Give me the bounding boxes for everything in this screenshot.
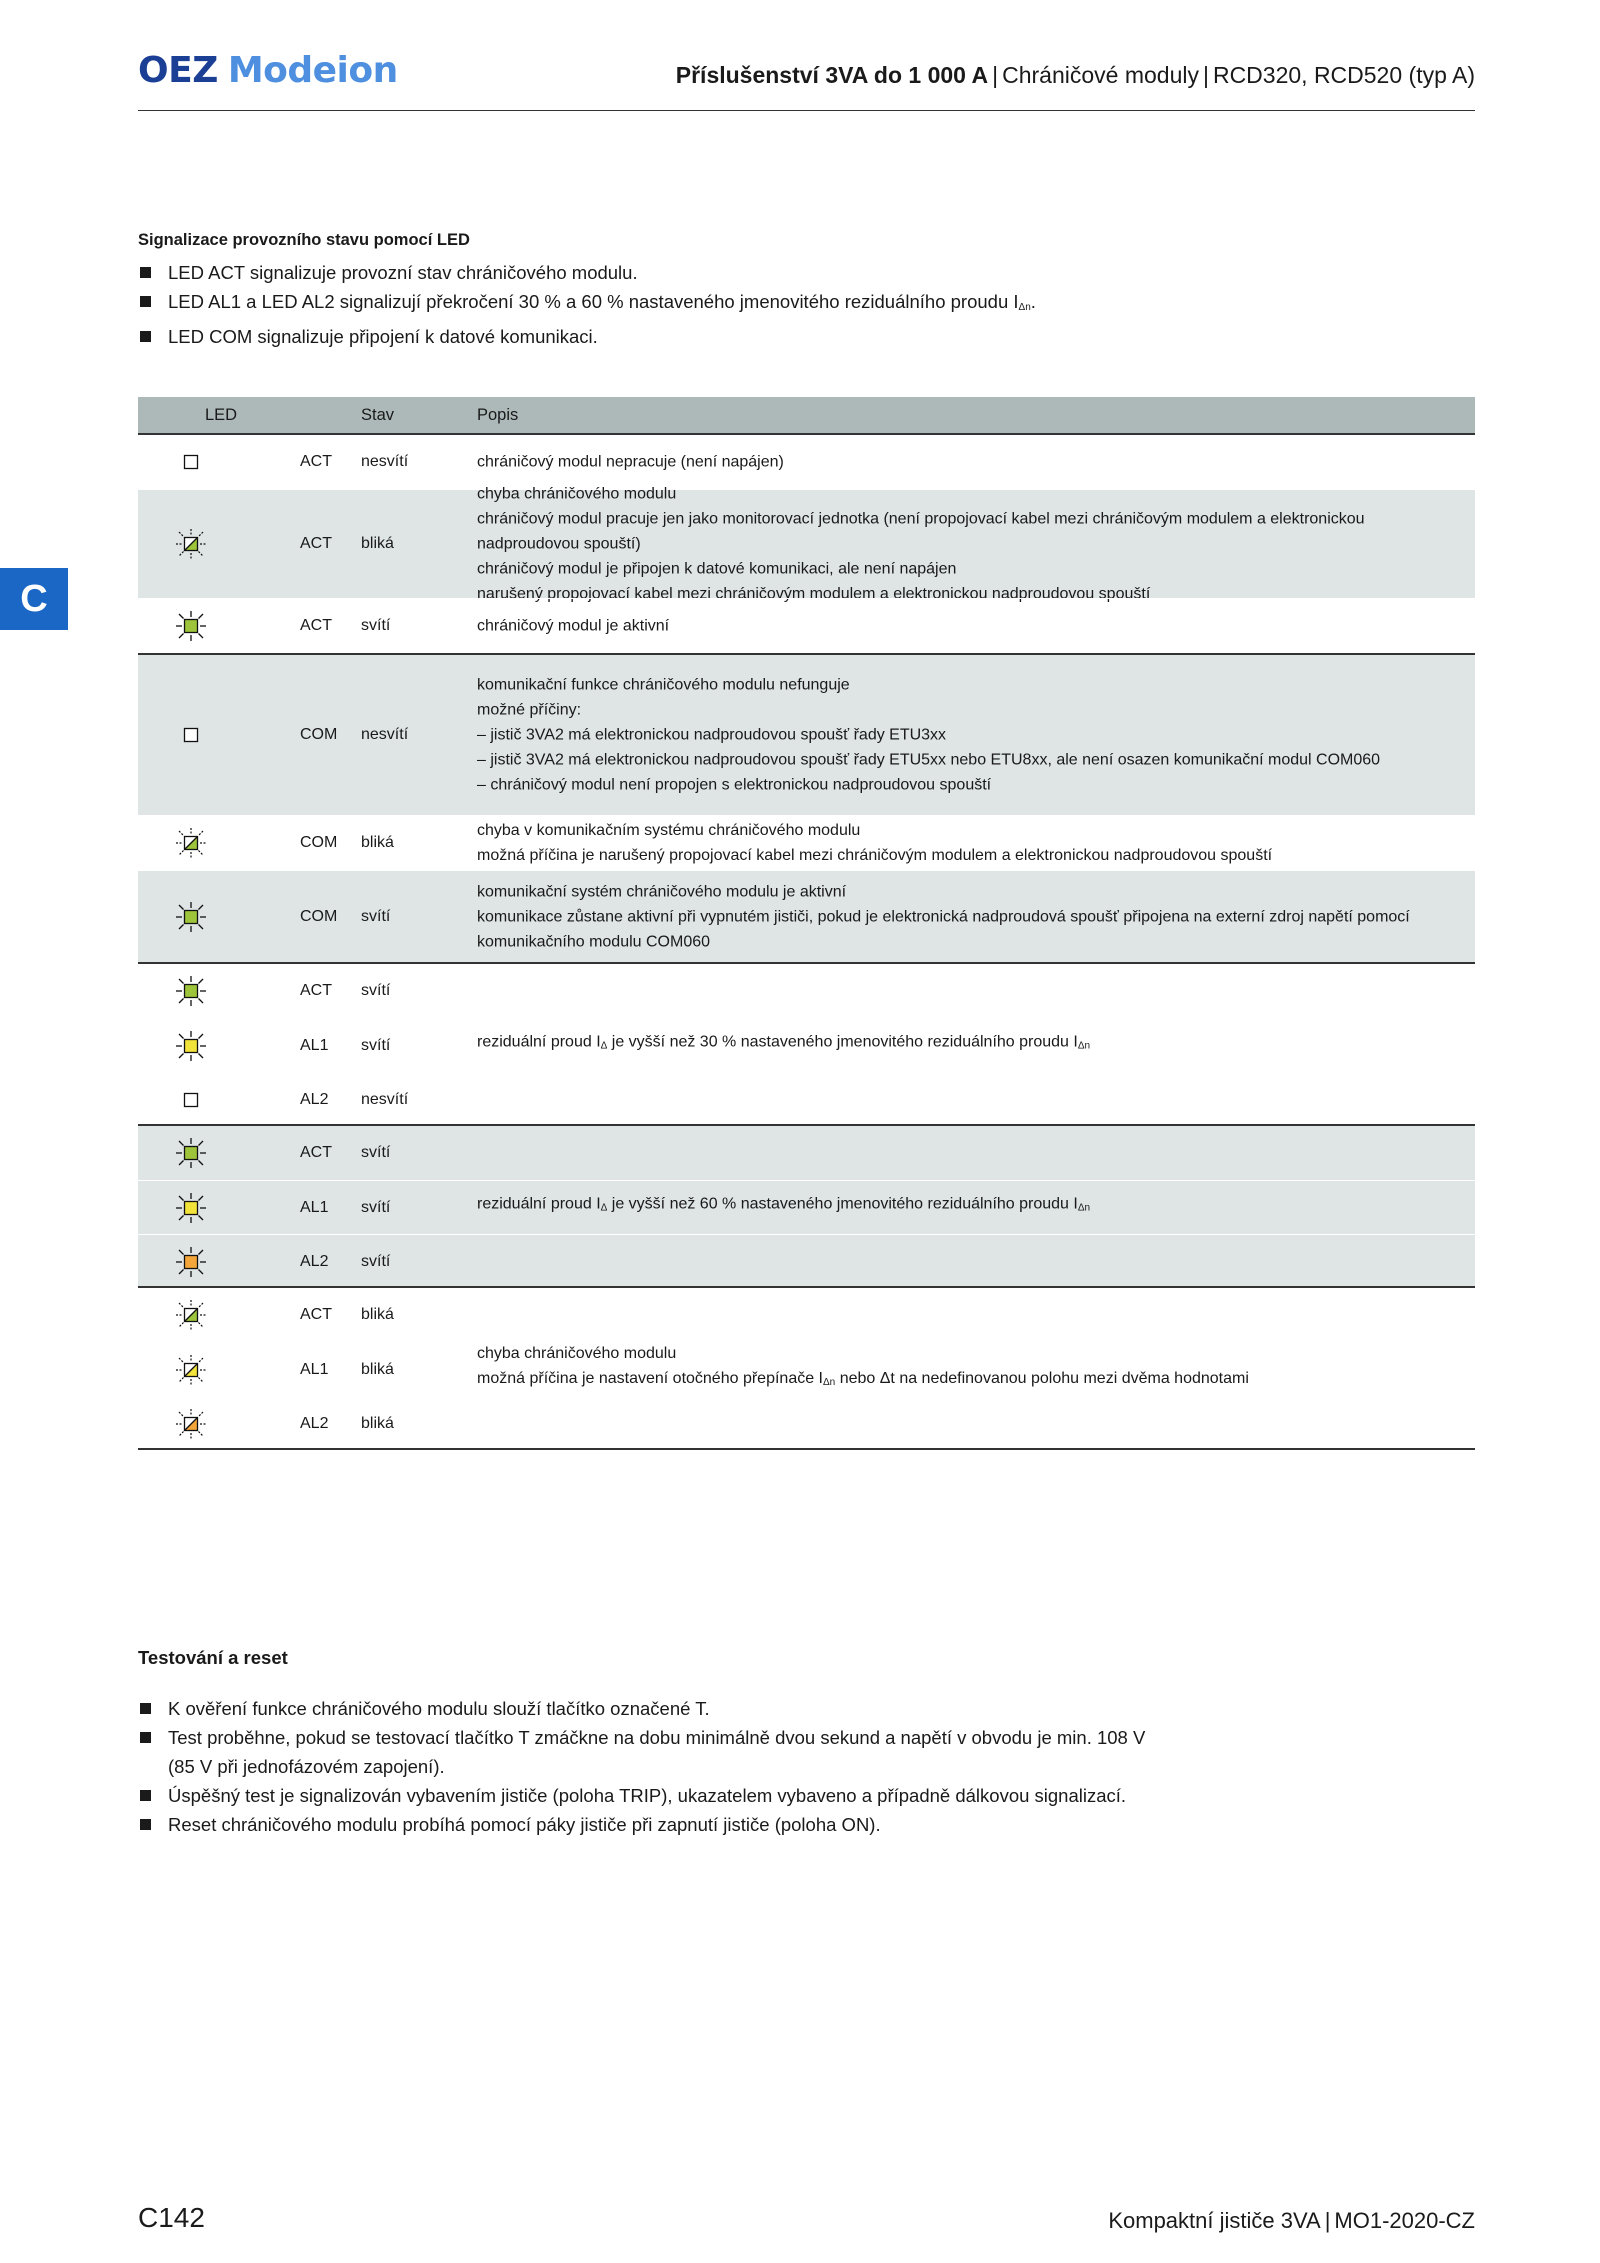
logo-brand: OEZ [138,50,218,91]
led-intro-list [138,258,1036,351]
led-state: svítí [361,1252,391,1270]
led-state: nesvítí [361,726,409,743]
bullet-square-icon [140,267,151,278]
row-description: chráničový modul je aktivní [477,617,670,635]
led-state: bliká [361,834,394,851]
led-name: AL1 [300,1360,329,1378]
led-state: bliká [361,1360,394,1378]
bullet-square-icon [140,296,151,307]
page-number: C142 [138,2202,205,2233]
table-row [138,485,1475,603]
row-description: chyba chráničového modulu možná příčina je nastavení otočného přepínače $I_{\Delta n}$ nebo Δt na nedefinovanou polohu mezi dvěma hodnotami [477,1345,1249,1388]
oez-modeion-logo [138,50,398,91]
led-blinking-green-icon [175,827,207,859]
led-name: COM [300,726,338,743]
list-item: K ověření funkce chráničového modulu slouží tlačítko označené T. [138,1694,1145,1723]
table-row [138,1234,1475,1288]
led-section-heading: Signalizace provozního stavu pomocí LED [138,231,470,249]
led-state: nesvítí [361,453,409,470]
led-name: AL1 [300,1198,329,1216]
bullet-square-icon [140,1790,151,1801]
footer-catalogue-code: MO1-2020-CZ [1334,2208,1475,2233]
module-error-section [138,1288,1475,1450]
led-name: ACT [300,617,332,634]
led-state: svítí [361,1144,391,1161]
testing-list [138,1694,1145,1839]
led-name: COM [300,907,338,925]
act-section [138,435,1475,655]
testing-section-heading: Testování a reset [138,1647,288,1668]
led-state: nesvítí [361,1090,409,1108]
led-state: bliká [361,1306,394,1323]
header-title-main: Příslušenství 3VA do 1 000 A [675,62,989,88]
row-description: chráničový modul nepracuje (není napájen) [477,453,784,471]
led-state: svítí [361,1036,391,1054]
led-name: AL1 [300,1036,329,1054]
column-header-led: LED [205,406,238,424]
led-name: ACT [300,1144,332,1161]
led-state: bliká [361,1414,394,1432]
led-blinking-orange-icon [175,1408,207,1440]
led-blinking-yellow-icon [175,1354,207,1386]
led-on-green-icon [175,610,207,642]
table-row [138,655,1475,815]
page-header-title [676,62,1475,89]
led-off-icon [175,719,207,751]
led-name: AL2 [300,1252,329,1270]
led-on-orange-icon [175,1246,207,1278]
row-description: komunikační funkce chráničového modulu nefunguje možné příčiny: – jistič 3VA2 má elektronickou nadproudovou spoušť řady ETU3xx – jistič 3VA2 má elektronickou nadproudovou spoušť řady ETU5xx nebo ETU8xx, ale není osazen komunikační modul COM060 – chráničový modul není propojen s elektronickou nadproudovou spouští [477,676,1381,794]
led-name: AL2 [300,1414,329,1432]
led-state: svítí [361,617,391,634]
led-off-icon [175,1084,207,1116]
led-state: bliká [361,535,394,552]
led-name: COM [300,834,338,851]
footer-catalogue-title: Kompaktní jističe 3VA [1108,2208,1321,2233]
footer-catalogue-ref [1108,2208,1475,2234]
led-status-table [138,397,1475,1450]
bullet-square-icon [140,1703,151,1714]
list-item: Úspěšný test je signalizován vybavením jističe (poloha TRIP), ukazatelem vybaveno a případně dálkovou signalizací. [138,1781,1145,1810]
row-description: reziduální proud $I_\Delta$ je vyšší než 30 % nastaveného jmenovitého reziduálního proudu $I_{\Delta n}$ [477,1033,1091,1052]
led-on-green-icon [175,975,207,1007]
column-header-stav: Stav [361,406,395,424]
led-off-icon [175,446,207,478]
list-item: Test proběhne, pokud se testovací tlačítko T zmáčkne na dobu minimálně dvou sekund a napětí v obvodu je min. 108 V (85 V při jednofázovém zapojení). [138,1723,1145,1781]
list-item: LED COM signalizuje připojení k datové komunikaci. [138,322,1036,351]
led-on-green-icon [175,1137,207,1169]
led-state: svítí [361,907,391,925]
table-row [138,598,1475,653]
table-row [138,1288,1475,1342]
bullet-square-icon [140,1732,151,1743]
led-name: ACT [300,453,332,470]
row-description: chyba v komunikačním systému chráničového modulu možná příčina je narušený propojovací kabel mezi chráničovým modulem a elektronickou nadproudovou spouští [477,822,1273,864]
com-section [138,655,1475,964]
table-header-row [138,397,1475,435]
row-description: chyba chráničového modulu chráničový modul pracuje jen jako monitorovací jednotka (není propojovací kabel mezi chráničovým modulem a elektronickou nadproudovou spouští) chráničový modul je připojen k datové komunikaci, ale není napájen narušený propojovací kabel mezi chráničovým modulem a elektronickou nadproudovou spouští [477,485,1365,603]
list-item: LED ACT signalizuje provozní stav chráničového modulu. [138,258,1036,287]
led-name: ACT [300,535,332,552]
led-blinking-green-icon [175,1299,207,1331]
header-separator: | [1202,62,1209,88]
table-row [138,1126,1475,1180]
row-description: komunikační systém chráničového modulu je aktivní komunikace zůstane aktivní při vypnutém jističi, pokud je elektronická nadproudová spoušť připojena na externí zdroj napětí pomocí komunikačního modulu COM060 [477,883,1410,950]
row-description: reziduální proud $I_\Delta$ je vyšší než 60 % nastaveného jmenovitého reziduálního proudu $I_{\Delta n}$ [477,1195,1091,1214]
led-state: svítí [361,1198,391,1216]
header-title-models: RCD320, RCD520 (typ A) [1212,62,1475,88]
led-on-yellow-icon [175,1030,207,1062]
residual-60-section [138,1126,1475,1288]
chapter-tab: C [0,568,68,630]
table-row [138,1396,1475,1450]
header-divider [138,110,1475,111]
header-title-section: Chráničové moduly [1002,62,1199,88]
led-on-yellow-icon [175,1192,207,1224]
led-name: ACT [300,982,332,999]
bullet-square-icon [140,331,151,342]
residual-30-section [138,964,1475,1126]
led-name: AL2 [300,1090,329,1108]
list-item: LED AL1 a LED AL2 signalizují překročení 30 % a 60 % nastaveného jmenovitého reziduálního proudu $I_{\Delta n}$. [138,287,1036,322]
table-row [138,815,1475,870]
led-state: svítí [361,982,391,999]
bullet-square-icon [140,1819,151,1830]
header-separator: | [992,62,999,88]
table-row [138,1072,1475,1126]
led-name: ACT [300,1306,332,1323]
column-header-popis: Popis [477,406,519,424]
table-row [138,964,1475,1018]
led-blinking-green-icon [175,528,207,560]
logo-product: Modeion [227,50,398,91]
table-row [138,870,1475,962]
footer-separator: | [1324,2208,1331,2233]
led-on-green-icon [175,901,207,933]
list-item: Reset chráničového modulu probíhá pomocí páky jističe při zapnutí jističe (poloha ON). [138,1810,1145,1839]
